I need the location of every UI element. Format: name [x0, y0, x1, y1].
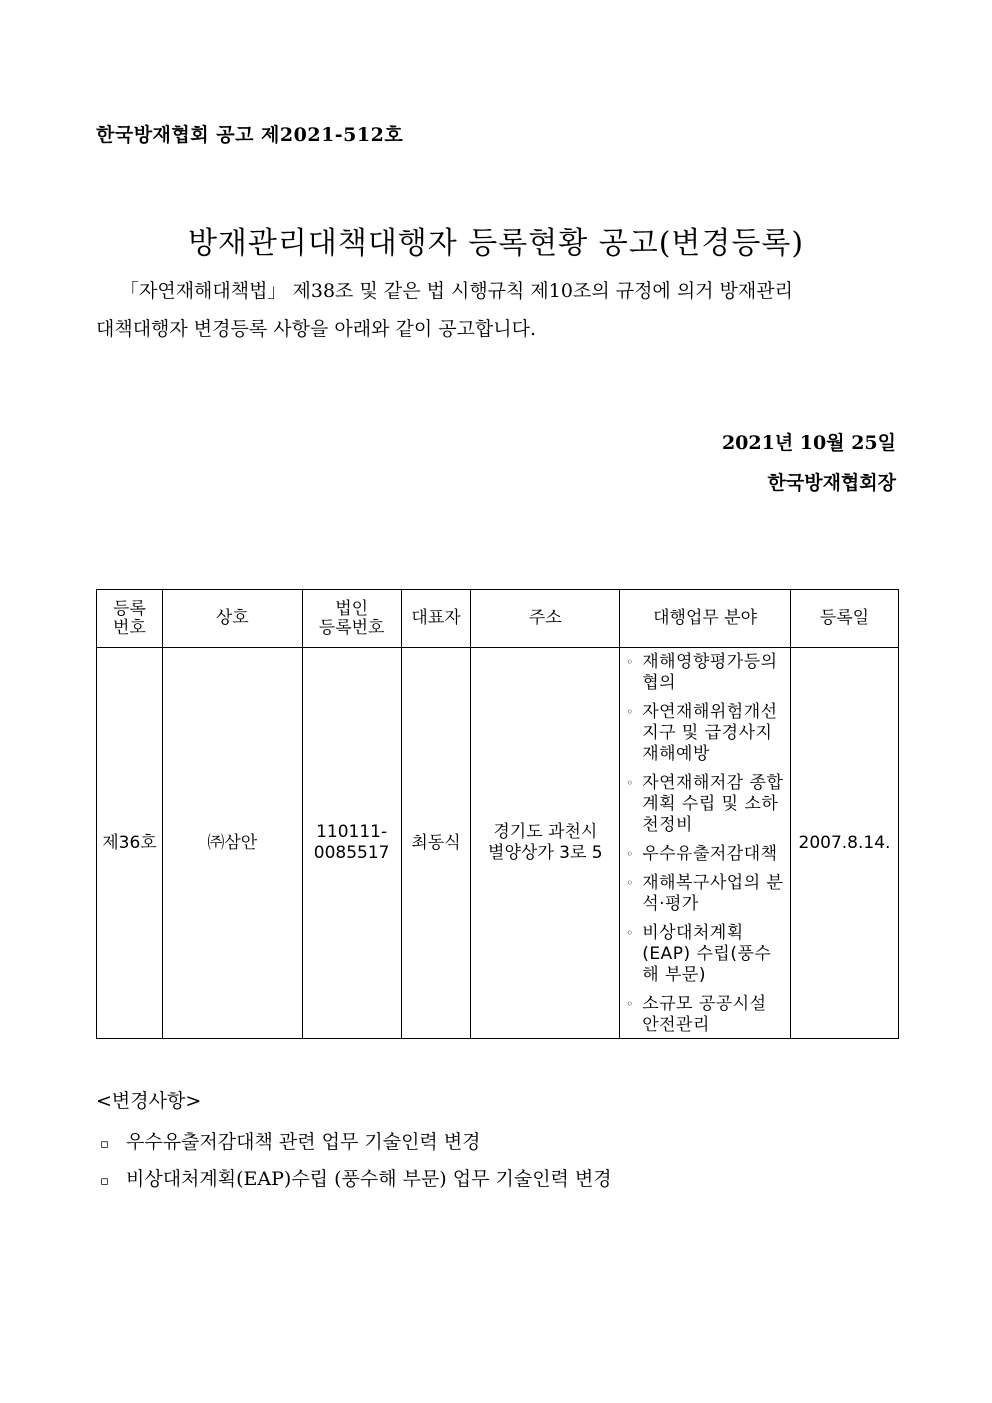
header-address: 주소: [471, 590, 620, 648]
cell-corp-no: [302, 648, 401, 1039]
changes-list: [100, 1124, 612, 1198]
bullet-icon: ◦: [626, 655, 634, 669]
header-representative: 대표자: [401, 590, 471, 648]
cell-corp-no-line1: 110111-: [316, 822, 388, 842]
header-reg-no-line2: 번호: [113, 617, 146, 638]
signer: 한국방재협회장: [767, 472, 896, 494]
notice-date: 2021년 10월 25일: [721, 432, 896, 454]
field-text: 자연재해저감 종합계획 수립 및 소하천정비: [642, 773, 784, 835]
square-bullet-icon: ▫: [100, 1137, 109, 1152]
list-item: [100, 1161, 612, 1198]
bullet-icon: ◦: [626, 997, 634, 1011]
cell-reg-no: 제36호: [97, 648, 163, 1039]
field-list: [626, 652, 787, 1036]
header-corp-no-line2: 등록번호: [318, 617, 385, 638]
cell-corp-no-line2: 0085517: [313, 843, 390, 863]
table-row: [97, 648, 899, 1039]
body-line-1: 「자연재해대책법」 제38조 및 같은 법 시행규칙 제10조의 규정에 의거 방재관리: [120, 280, 793, 302]
cell-fields: [620, 648, 791, 1039]
body-paragraph: [96, 272, 896, 348]
field-text: 재해영향평가등의 협의: [642, 652, 778, 693]
list-item: [626, 873, 787, 915]
field-text: 소규모 공공시설 안전관리: [642, 994, 767, 1035]
bullet-icon: ◦: [626, 847, 634, 861]
bullet-icon: ◦: [626, 776, 634, 790]
body-line-2: 대책대행자 변경등록 사항을 아래와 같이 공고합니다.: [96, 318, 537, 340]
list-item: [626, 994, 787, 1036]
field-text: 자연재해위험개선지구 및 급경사지 재해예방: [642, 702, 778, 764]
header-reg-no: [97, 590, 163, 648]
bullet-icon: ◦: [626, 705, 634, 719]
header-corp-no: [302, 590, 401, 648]
field-text: 우수유출저감대책: [642, 844, 778, 864]
header-company: 상호: [162, 590, 302, 648]
header-fields: 대행업무 분야: [620, 590, 791, 648]
notice-number: 한국방재협회 공고 제2021-512호: [96, 124, 404, 146]
header-corp-no-line1: 법인: [335, 598, 369, 619]
bullet-icon: ◦: [626, 876, 634, 890]
list-item: [626, 773, 787, 836]
header-reg-no-line1: 등록: [113, 598, 146, 619]
square-bullet-icon: ▫: [100, 1174, 109, 1189]
cell-company: ㈜삼안: [162, 648, 302, 1039]
page-title: 방재관리대책대행자 등록현황 공고(변경등록): [187, 226, 805, 261]
cell-representative: 최동식: [401, 648, 471, 1039]
list-item: [626, 702, 787, 765]
header-reg-date: 등록일: [790, 590, 898, 648]
cell-address-line2: 별양상가 3로 5: [488, 843, 603, 863]
registration-table: [96, 589, 899, 1039]
cell-address-line1: 경기도 과천시: [493, 822, 598, 842]
list-item: [626, 652, 787, 694]
list-item: [626, 844, 787, 865]
cell-address: [471, 648, 620, 1039]
list-item: [626, 923, 787, 986]
field-text: 재해복구사업의 분석·평가: [642, 873, 784, 914]
change-text: 우수유출저감대책 관련 업무 기술인력 변경: [126, 1131, 481, 1153]
field-text: 비상대처계획(EAP) 수립(풍수해 부문): [642, 923, 772, 985]
table-header-row: [97, 590, 899, 648]
bullet-icon: ◦: [626, 926, 634, 940]
change-text: 비상대처계획(EAP)수립 (풍수해 부문) 업무 기술인력 변경: [126, 1168, 612, 1190]
changes-heading: <변경사항>: [96, 1090, 202, 1112]
list-item: [100, 1124, 612, 1161]
cell-reg-date: 2007.8.14.: [790, 648, 898, 1039]
